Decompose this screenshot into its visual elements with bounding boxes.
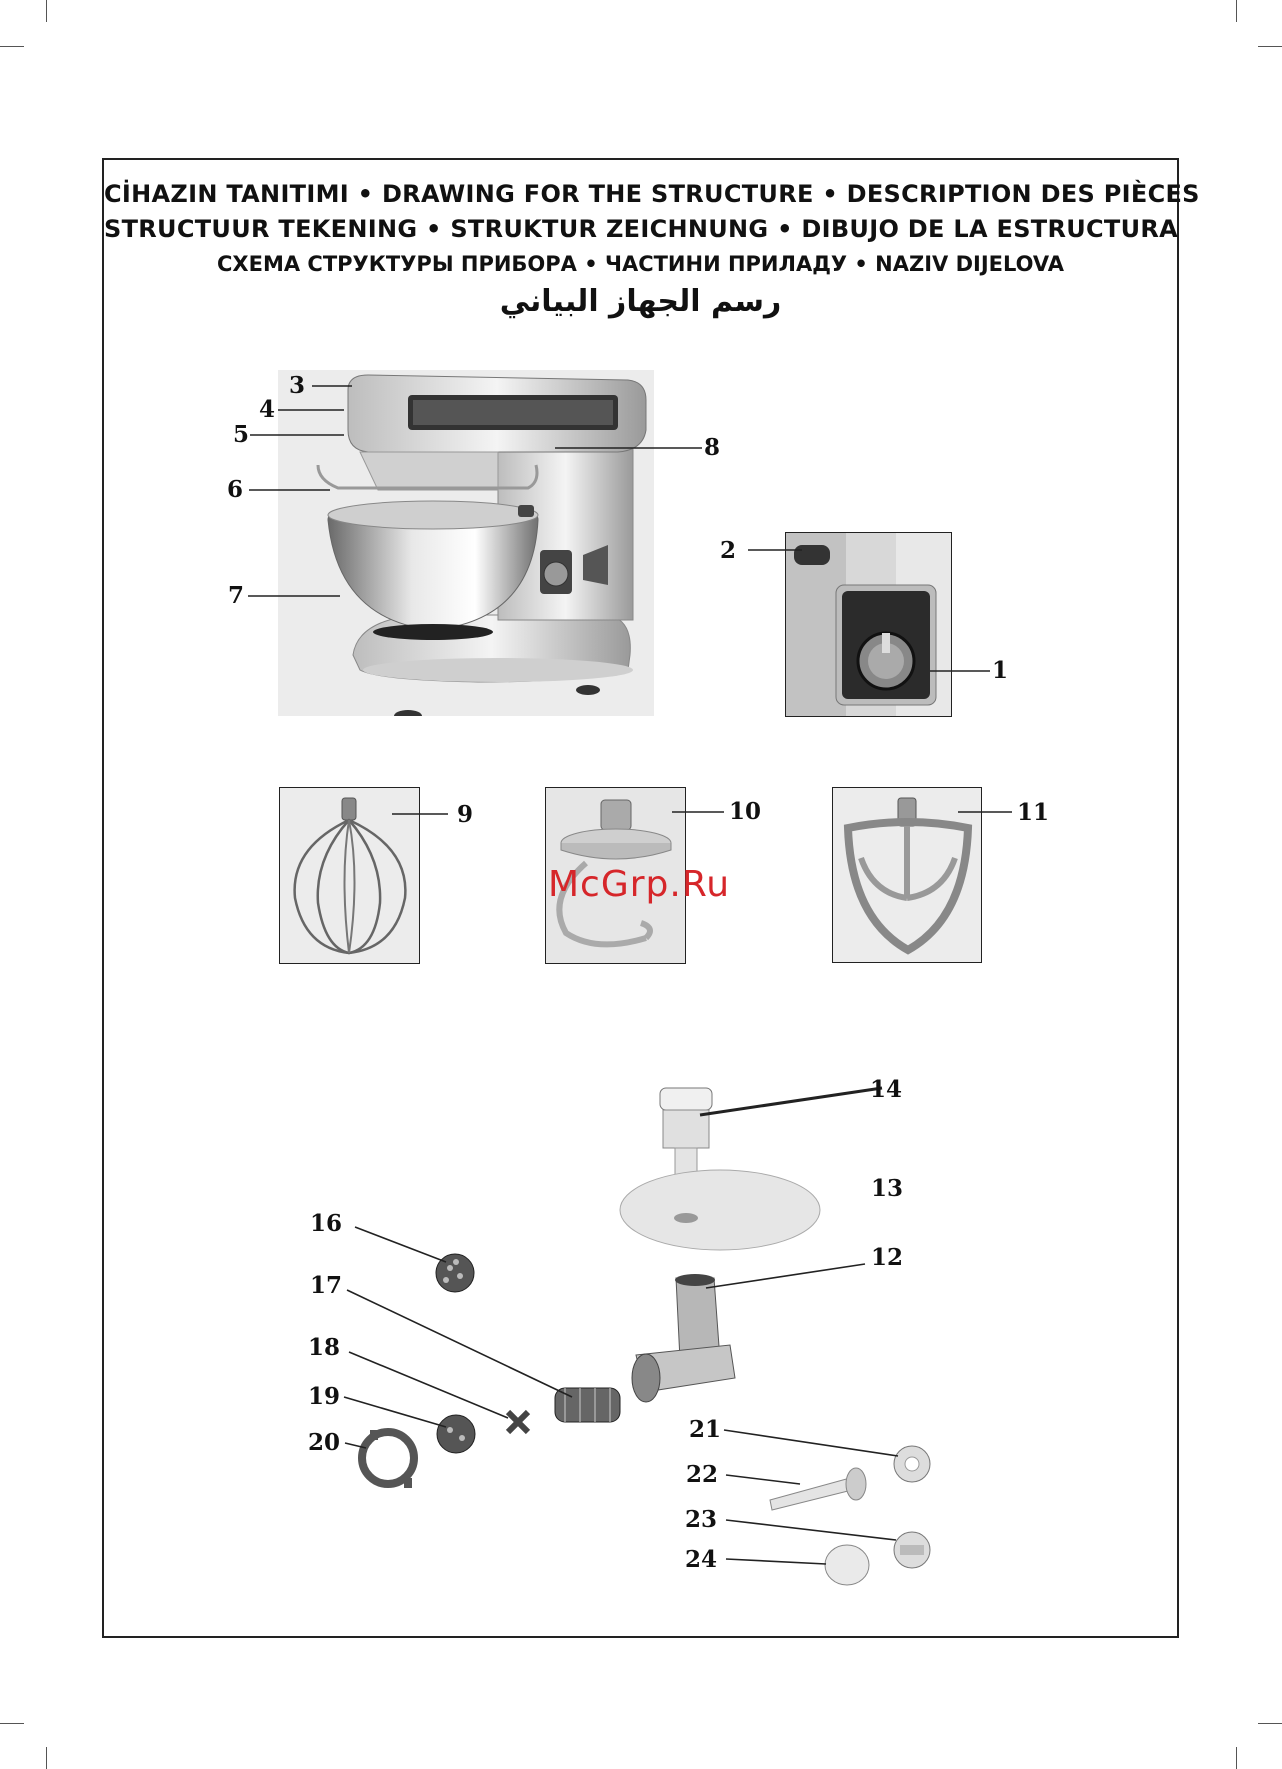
callout-6: 6 (227, 476, 244, 503)
watermark: McGrp.Ru (548, 864, 731, 905)
title-line-3: СХЕМА СТРУКТУРЫ ПРИБОРА • ЧАСТИНИ ПРИЛАДУ • NAZIV DIJELOVA (217, 252, 1064, 276)
callout-23: 23 (685, 1506, 718, 1533)
callout-16: 16 (310, 1210, 343, 1237)
callout-11: 11 (1017, 799, 1050, 826)
callout-4: 4 (259, 396, 276, 423)
callout-7: 7 (228, 582, 245, 609)
callout-2: 2 (720, 537, 737, 564)
title-line-arabic: رسم الجهاز البياني (499, 284, 782, 319)
callout-9: 9 (457, 801, 474, 828)
callout-13: 13 (871, 1175, 904, 1202)
callout-5: 5 (233, 421, 250, 448)
title-line-1: CİHAZIN TANITIMI • DRAWING FOR THE STRUCTURE • DESCRIPTION DES PIÈCES (104, 180, 1200, 208)
title-line-2: STRUCTUUR TEKENING • STRUKTUR ZEICHNUNG • DIBUJO DE LA ESTRUCTURA (104, 215, 1179, 243)
callout-22: 22 (686, 1461, 719, 1488)
callout-20: 20 (308, 1429, 341, 1456)
callout-21: 21 (689, 1416, 722, 1443)
callout-14: 14 (870, 1076, 903, 1103)
callout-1: 1 (992, 657, 1009, 684)
callout-19: 19 (308, 1383, 341, 1410)
callout-17: 17 (310, 1272, 343, 1299)
callout-3: 3 (289, 372, 306, 399)
callout-24: 24 (685, 1546, 718, 1573)
callout-12: 12 (871, 1244, 904, 1271)
callout-8: 8 (704, 434, 721, 461)
leader-lines (248, 386, 1012, 1564)
callout-10: 10 (729, 798, 762, 825)
callout-18: 18 (308, 1334, 341, 1361)
